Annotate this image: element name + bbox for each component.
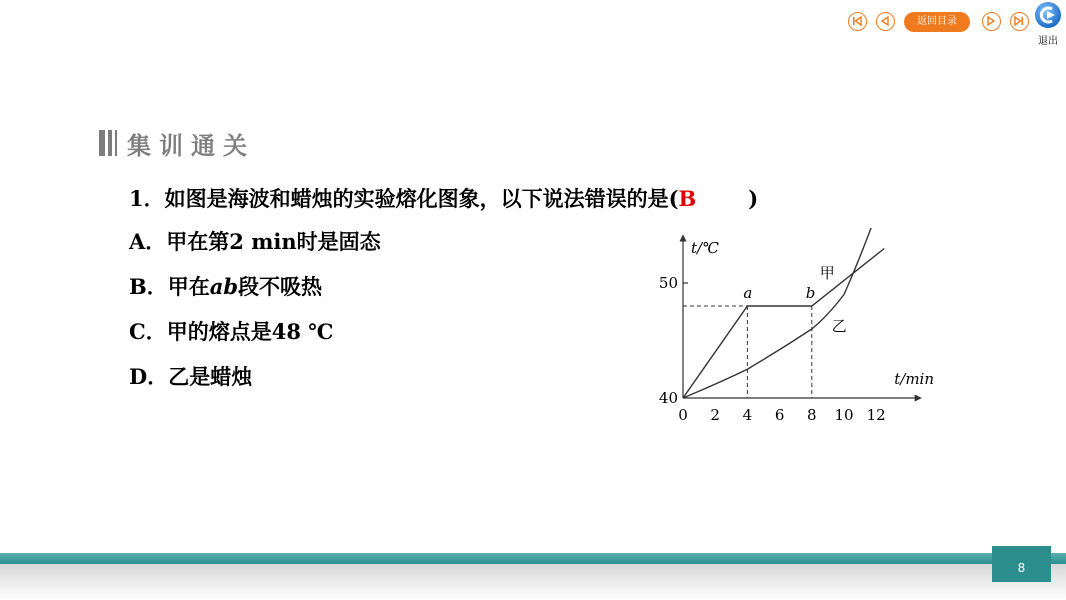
option-a-text: A．甲在第2 min时是固态	[129, 229, 381, 254]
section-bars-icon	[99, 130, 123, 156]
question-stem-text: 1．如图是海波和蜡烛的实验熔化图象，以下说法错误的是(	[129, 186, 679, 211]
footer-bar	[0, 553, 1066, 564]
option-c	[129, 316, 333, 346]
option-d-text: D．乙是蜡烛	[129, 364, 253, 389]
x-axis-label: t/min	[894, 370, 935, 388]
section-title: 集训通关	[127, 132, 255, 160]
series-label-yi: 乙	[831, 317, 847, 335]
option-b-prefix: B．甲在	[129, 274, 210, 299]
page-number: 8	[992, 546, 1051, 582]
next-icon	[985, 15, 997, 27]
exit-button[interactable]	[1034, 1, 1062, 47]
skip-first-icon	[851, 15, 863, 27]
footer-shadow	[0, 564, 1066, 600]
question-stem	[129, 183, 758, 213]
point-label-b: b	[805, 284, 816, 302]
guide-lines	[683, 306, 812, 398]
prev-slide-button[interactable]	[876, 12, 895, 31]
y-tick-label: 40	[658, 389, 678, 407]
x-tick-label: 8	[807, 406, 817, 424]
exit-label: 退出	[1038, 36, 1058, 47]
prev-icon	[879, 15, 891, 27]
option-c-text: C．甲的熔点是48 ℃	[129, 319, 334, 344]
exit-icon	[1034, 1, 1062, 29]
y-axis-label: t/℃	[691, 239, 719, 257]
x-tick-label: 2	[710, 406, 720, 424]
option-b	[129, 271, 322, 301]
question-stem-close: )	[748, 186, 759, 211]
x-tick-label: 4	[742, 406, 753, 424]
option-d	[129, 361, 252, 391]
first-slide-button[interactable]	[848, 12, 867, 31]
option-a	[129, 226, 381, 256]
last-slide-button[interactable]	[1010, 12, 1029, 31]
y-tick-label: 50	[658, 274, 678, 292]
series-label-jia: 甲	[819, 264, 835, 282]
option-b-italic: ab	[209, 274, 239, 299]
x-tick-label: 0	[678, 406, 688, 424]
option-b-suffix: 段不吸热	[238, 274, 323, 299]
skip-last-icon	[1013, 15, 1025, 27]
next-slide-button[interactable]	[982, 12, 1001, 31]
x-tick-label: 12	[866, 406, 886, 424]
x-tick-label: 6	[774, 406, 785, 424]
back-to-contents-button[interactable]: 返回目录	[904, 12, 970, 32]
point-label-a: a	[743, 284, 753, 302]
tick-labels	[659, 274, 886, 424]
melting-chart	[640, 228, 940, 428]
x-tick-label: 10	[834, 406, 854, 424]
answer-text: B	[678, 186, 697, 211]
